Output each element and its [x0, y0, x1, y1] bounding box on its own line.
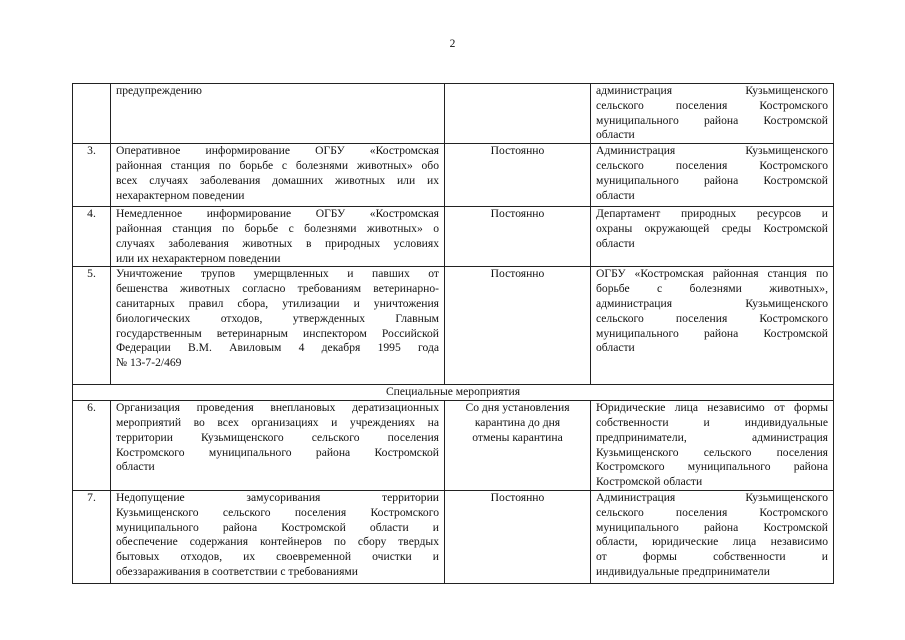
page-number: 2	[449, 38, 456, 50]
measure-responsible-line: собственности и индивидуальные	[596, 415, 828, 429]
row-number: 6.	[73, 401, 111, 491]
measure-description-line: обеспечение содержания контейнеров по сбору твердых	[116, 535, 439, 549]
measure-responsible-line: области	[596, 188, 635, 202]
measure-responsible-line: ОГБУ «Костромская районная станция по	[596, 267, 828, 281]
table-row	[73, 207, 834, 267]
measure-description-line: Оперативное информирование ОГБУ «Костромская	[116, 144, 439, 158]
measure-period: Постоянно	[445, 267, 591, 385]
measure-description	[111, 207, 445, 267]
measure-period	[445, 401, 591, 491]
measure-responsible-line: Костромского муниципального района	[596, 460, 828, 474]
measure-description-line: Недопущение замусоривания территории	[116, 490, 439, 504]
measure-description-line: районная станция по борьбе с болезнями животных» о	[116, 221, 439, 235]
measure-responsible-line: борьбе с болезнями животных»,	[596, 282, 828, 296]
measure-responsible-line: области, юридические лица независимо	[596, 535, 828, 549]
measure-description	[111, 401, 445, 491]
measure-responsible	[591, 490, 834, 583]
measure-period	[445, 84, 591, 144]
row-number: 7.	[73, 490, 111, 583]
measure-description-line: Федерации В.М. Авиловым 4 декабря 1995 года	[116, 341, 439, 355]
measure-responsible-line: администрация Кузьмищенского	[596, 296, 828, 310]
measure-description-line: нехарактерном поведении	[116, 188, 245, 202]
measure-responsible-line: муниципального района Костромской	[596, 326, 828, 340]
measure-responsible	[591, 401, 834, 491]
measure-description-line: обеззараживания в соответствии с требованиями	[116, 564, 358, 578]
measure-responsible-line: области	[596, 128, 635, 142]
table-row	[73, 401, 834, 491]
measure-responsible-line: муниципального района Костромской	[596, 520, 828, 534]
measure-description	[111, 84, 445, 144]
measure-responsible-line: Администрация Кузьмищенского	[596, 144, 828, 158]
measure-description-line: всех случаях заболевания домашних животных или их	[116, 173, 439, 187]
measure-description-line: Немедленное информирование ОГБУ «Костромская	[116, 207, 439, 221]
table-row	[73, 267, 834, 385]
measure-description-line: № 13-7-2/469	[116, 356, 182, 370]
measure-description	[111, 267, 445, 385]
table-row	[73, 490, 834, 583]
measure-description-line: случаях заболевания животных в природных условиях	[116, 236, 439, 250]
measure-description-line: Организация проведения внеплановых дератизационных	[116, 401, 439, 415]
measure-responsible-line: Костромской области	[596, 475, 703, 489]
measure-responsible-line: сельского поселения Костромского	[596, 505, 828, 519]
measure-description-line: мероприятий во всех организациях и учреждениях на	[116, 415, 439, 429]
measure-description-line: Костромского муниципального района Костромской	[116, 445, 439, 459]
measure-responsible-line: охраны окружающей среды Костромской	[596, 221, 828, 235]
measure-description-line: государственным ветеринарным инспектором Российской	[116, 326, 439, 340]
measure-description	[111, 490, 445, 583]
section-title: Специальные мероприятия	[73, 385, 834, 401]
measure-responsible-line: индивидуальные предприниматели	[596, 564, 770, 578]
measure-responsible	[591, 144, 834, 207]
row-number: 3.	[73, 144, 111, 207]
measure-description-line: муниципального района Костромской области и	[116, 520, 439, 534]
measure-responsible-line: сельского поселения Костромского	[596, 158, 828, 172]
measure-period: Постоянно	[445, 490, 591, 583]
measure-period: Постоянно	[445, 207, 591, 267]
measure-description-line: бешенства животных согласно требованиям ветеринарно-	[116, 282, 439, 296]
measure-responsible-line: администрация Кузьмищенского	[596, 84, 828, 97]
measure-description-line: санитарных правил сбора, утилизации и уничтожения	[116, 296, 439, 310]
measure-description-line: или их нехарактерном поведении	[116, 251, 281, 265]
measure-period-line: Со дня установления	[465, 401, 570, 415]
measure-responsible-line: муниципального района Костромской	[596, 113, 828, 127]
measure-description-line: области	[116, 460, 155, 474]
section-row	[73, 385, 834, 401]
measure-responsible-line: области	[596, 341, 635, 355]
measure-description-line: биологических отходов, утвержденных Главным	[116, 311, 439, 325]
measure-description-line: территории Кузьмищенского сельского поселения	[116, 430, 439, 444]
measure-responsible-line: муниципального района Костромской	[596, 173, 828, 187]
measure-responsible-line: сельского поселения Костромского	[596, 311, 828, 325]
measure-description	[111, 144, 445, 207]
measure-description-line: бытовых отходов, их своевременной очистки и	[116, 550, 439, 564]
measure-responsible-line: предприниматели, администрация	[596, 430, 828, 444]
measure-responsible-line: Юридические лица независимо от формы	[596, 401, 828, 415]
measure-period-line: карантина до дня	[474, 415, 561, 429]
measure-responsible	[591, 207, 834, 267]
row-number: 5.	[73, 267, 111, 385]
measure-responsible-line: от формы собственности и	[596, 550, 828, 564]
row-number	[73, 84, 111, 144]
measure-description-line: Кузьмищенского сельского поселения Костромского	[116, 505, 439, 519]
table-row	[73, 84, 834, 144]
measure-responsible-line: Кузьмищенского сельского поселения	[596, 445, 828, 459]
measure-period-line: отмены карантина	[472, 430, 563, 444]
measure-responsible	[591, 267, 834, 385]
measure-description-line: предупреждению	[116, 84, 202, 97]
row-number: 4.	[73, 207, 111, 267]
measure-responsible-line: Администрация Кузьмищенского	[596, 490, 828, 504]
table-row	[73, 144, 834, 207]
measure-description-line: Уничтожение трупов умерщвленных и павших от	[116, 267, 439, 281]
measure-period: Постоянно	[445, 144, 591, 207]
measures-table	[72, 83, 834, 584]
measure-responsible-line: сельского поселения Костромского	[596, 98, 828, 112]
measure-responsible-line: Департамент природных ресурсов и	[596, 207, 828, 221]
measure-responsible-line: области	[596, 236, 635, 250]
measure-responsible	[591, 84, 834, 144]
measure-description-line: районная станция по борьбе с болезнями животных» обо	[116, 158, 439, 172]
